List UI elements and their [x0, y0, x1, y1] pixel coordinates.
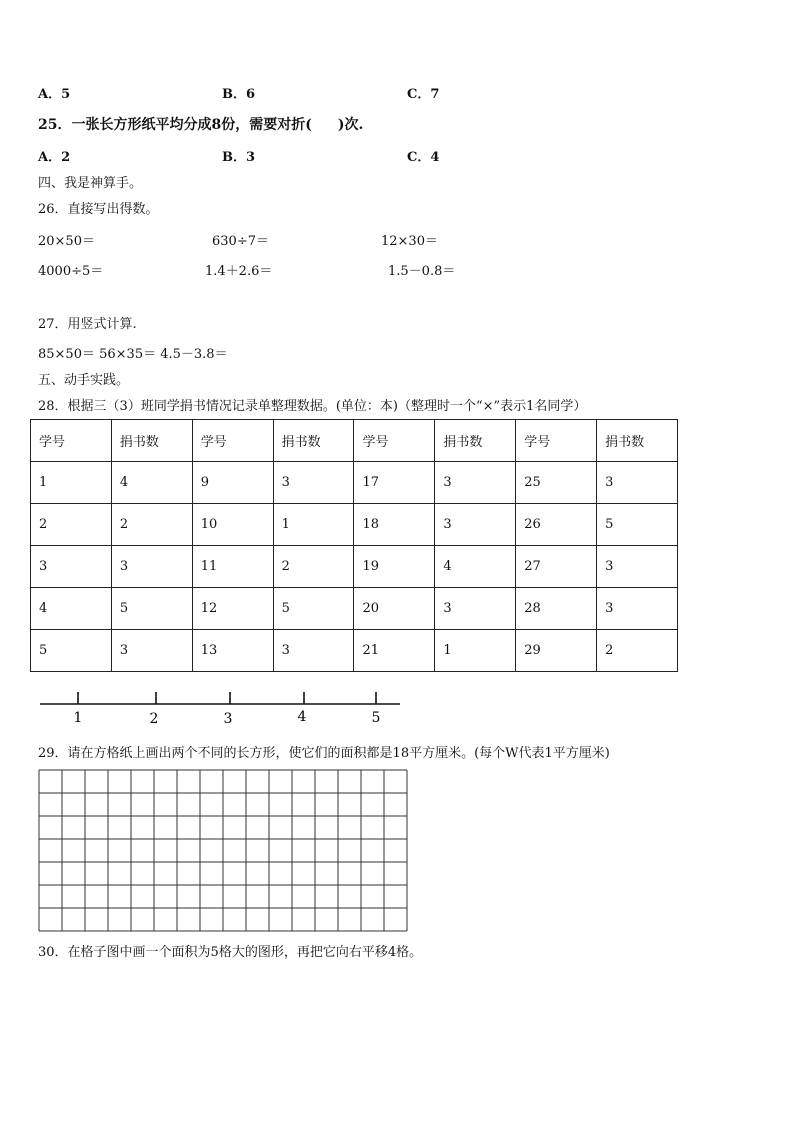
table-cell: 3	[273, 462, 354, 504]
table-cell: 3	[597, 546, 678, 588]
table-cell: 21	[354, 630, 435, 672]
table-cell: 4	[435, 546, 516, 588]
number-line-label: 4	[297, 709, 307, 725]
table-cell: 1	[31, 462, 112, 504]
table-cell: 10	[192, 504, 273, 546]
table-cell: 20	[354, 588, 435, 630]
table-header-cell: 学号	[354, 420, 435, 462]
table-cell: 13	[192, 630, 273, 672]
table-cell: 3	[111, 630, 192, 672]
table-row	[31, 546, 678, 588]
table-row	[31, 504, 678, 546]
q28-stem: 28．根据三（3）班同学捐书情况记录单整理数据。(单位：本)（整理时一个“×”表示1名同学）	[38, 399, 587, 414]
q26-r2-c3: 1.5－0.8＝	[388, 264, 456, 279]
table-cell: 11	[192, 546, 273, 588]
table-row	[31, 588, 678, 630]
number-line	[40, 688, 410, 730]
section4-title: 四、我是神算手。	[38, 176, 143, 191]
table-cell: 17	[354, 462, 435, 504]
q25-option-c: C．4	[407, 150, 440, 165]
table-cell: 4	[31, 588, 112, 630]
number-line-label: 3	[223, 711, 233, 727]
table-cell: 3	[111, 546, 192, 588]
number-line-label: 2	[149, 711, 159, 727]
table-cell: 4	[111, 462, 192, 504]
square-grid-paper	[38, 769, 410, 933]
table-cell: 2	[273, 546, 354, 588]
table-cell: 3	[31, 546, 112, 588]
table-cell: 3	[435, 462, 516, 504]
table-row	[31, 630, 678, 672]
q25-stem	[38, 114, 363, 134]
table-cell: 28	[516, 588, 597, 630]
table-header-cell: 捐书数	[273, 420, 354, 462]
table-cell: 25	[516, 462, 597, 504]
table-header-cell: 学号	[192, 420, 273, 462]
table-cell: 5	[111, 588, 192, 630]
table-cell: 3	[273, 630, 354, 672]
q26-r2-c1: 4000÷5＝	[38, 264, 104, 279]
q26-stem: 26．直接写出得数。	[38, 202, 159, 217]
table-cell: 27	[516, 546, 597, 588]
q26-r1-c1: 20×50＝	[38, 234, 95, 249]
table-header-cell: 捐书数	[111, 420, 192, 462]
q24-option-b: B．6	[222, 87, 256, 102]
q29-stem: 29．请在方格纸上画出两个不同的长方形，使它们的面积都是18平方厘米。(每个W代表1平方厘米)	[38, 746, 610, 761]
number-line-label: 5	[371, 710, 381, 726]
table-cell: 1	[435, 630, 516, 672]
table-cell: 9	[192, 462, 273, 504]
q26-r1-c3: 12×30＝	[381, 234, 438, 249]
table-header-row	[31, 420, 678, 462]
table-cell: 2	[31, 504, 112, 546]
table-cell: 26	[516, 504, 597, 546]
table-cell: 3	[435, 588, 516, 630]
donation-table	[30, 419, 678, 672]
table-cell: 18	[354, 504, 435, 546]
table-cell: 5	[31, 630, 112, 672]
table-row	[31, 462, 678, 504]
table-cell: 12	[192, 588, 273, 630]
q24-option-a: A．5	[38, 87, 71, 102]
number-line-label: 1	[73, 710, 83, 726]
table-cell: 2	[597, 630, 678, 672]
table-cell: 3	[597, 462, 678, 504]
table-cell: 19	[354, 546, 435, 588]
table-header-cell: 学号	[31, 420, 112, 462]
q26-r2-c2: 1.4＋2.6＝	[205, 264, 273, 279]
table-cell: 5	[597, 504, 678, 546]
table-header-cell: 捐书数	[597, 420, 678, 462]
q27-line: 85×50＝ 56×35＝ 4.5－3.8＝	[38, 347, 228, 362]
table-cell: 5	[273, 588, 354, 630]
table-cell: 1	[273, 504, 354, 546]
table-header-cell: 捐书数	[435, 420, 516, 462]
table-cell: 2	[111, 504, 192, 546]
section5-title: 五、动手实践。	[38, 373, 130, 388]
q25-option-b: B．3	[222, 150, 256, 165]
q25-option-a: A．2	[38, 150, 71, 165]
q25-stem-after: )次.	[337, 117, 364, 133]
q27-stem: 27．用竖式计算.	[38, 317, 137, 332]
q24-option-c: C．7	[407, 87, 440, 102]
q30-stem: 30．在格子图中画一个面积为5格大的图形，再把它向右平移4格。	[38, 945, 423, 960]
q26-r1-c2: 630÷7＝	[212, 234, 269, 249]
table-cell: 3	[435, 504, 516, 546]
q25-stem-before: 25．一张长方形纸平均分成8份，需要对折(	[38, 117, 312, 133]
table-cell: 3	[597, 588, 678, 630]
table-cell: 29	[516, 630, 597, 672]
table-header-cell: 学号	[516, 420, 597, 462]
